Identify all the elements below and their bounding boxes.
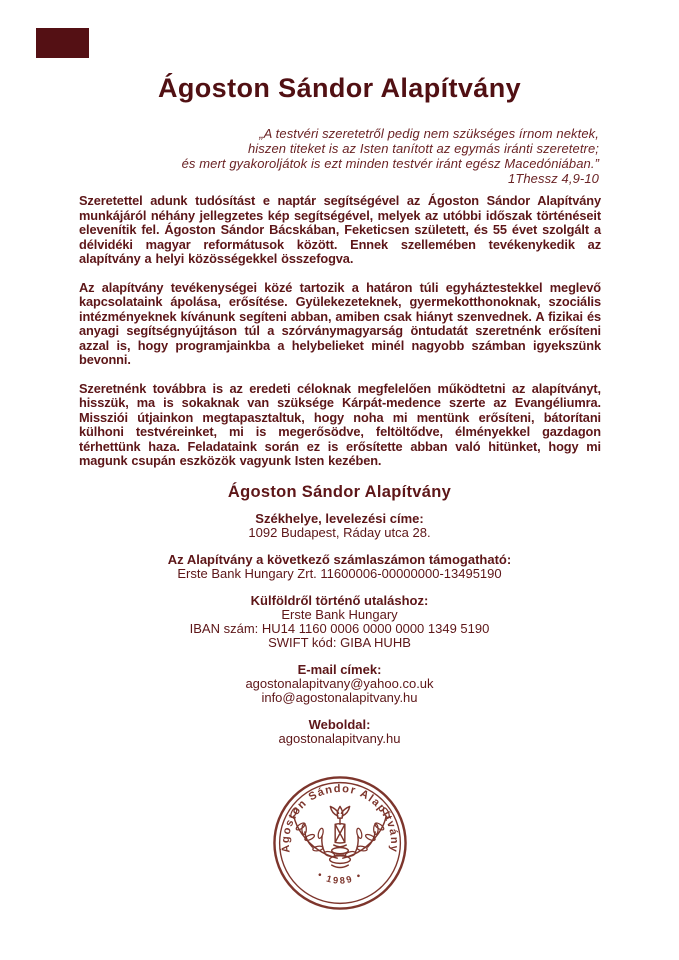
contact-line-email: agostonalapitvany@yahoo.co.uk	[245, 675, 434, 691]
contact-label: Weboldal:	[308, 716, 371, 732]
seal-ring-text: Ágoston Sándor Alapítvány	[279, 782, 400, 854]
contact-line-website: agostonalapitvany.hu	[278, 730, 401, 746]
body-paragraph: Szeretettel adunk tudósítást e naptár segítségével az Ágoston Sándor Alapítvány munkájáról néhány jellegzetes kép segítségével, melyek az utóbbi időszak történéseit elevenítik fel. Ágoston Sándor Bácskában, Feketicsen született, és 55 évet szolgált a délvidéki magyar reformátusok között. Ennek szellemében tevékenykedik az alapítvány a helyi közösségekkel összefogva.	[79, 193, 601, 266]
contact-label: Székhelye, levelezési címe:	[255, 510, 424, 526]
seal-tree-emblem	[293, 806, 385, 867]
body-paragraph: Szeretnénk továbbra is az eredeti céloknak megfelelően működtetni az alapítványt, hisszük, ma is sokaknak van szüksége Kárpát-medence szerte az Evangéliumra. Missziói útjainkon megtapasztaltuk, hogy noha mi mentünk erősíteni, bátorítani külhoni testvéreinket, mi is megerősödve, feltöltődve, élményekkel gazdagon térhettünk haza. Feladataink során ez is erősítette abban való hitünket, hogy mi magunk csupán eszközök vagyunk Isten kezében.	[79, 380, 601, 468]
corner-mark	[36, 28, 89, 58]
contact-line-email: info@agostonalapitvany.hu	[261, 689, 418, 705]
contact-line: Erste Bank Hungary	[281, 606, 398, 622]
contact-label: E-mail címek:	[297, 661, 382, 677]
body-text	[79, 194, 601, 469]
contact-block-address	[0, 512, 679, 540]
foundation-seal	[0, 774, 679, 912]
contact-section	[0, 483, 679, 746]
quote-line: „A testvéri szeretetről pedig nem szükséges írnom nektek,	[259, 126, 599, 141]
contact-line: 1092 Budapest, Ráday utca 28.	[248, 524, 431, 540]
seal-icon	[271, 774, 409, 912]
contact-label: Külföldről történő utaláshoz:	[250, 592, 429, 608]
quote-line: hiszen titeket is az Isten tanított az egymás iránti szeretetre;	[247, 141, 599, 156]
contact-line-iban: IBAN szám: HU14 1160 0006 0000 0000 1349 5190	[189, 620, 490, 636]
contact-block-bank-account	[0, 553, 679, 581]
seal-year-text: • 1989 •	[315, 869, 364, 886]
quote-reference: 1Thessz 4,9-10	[507, 171, 599, 186]
contact-block-website	[0, 718, 679, 746]
contact-line-swift: SWIFT kód: GIBA HUHB	[268, 634, 411, 650]
body-paragraph: Az alapítvány tevékenységei közé tartozik a határon túli egyháztestekkel meglevő kapcsolataink ápolása, erősítése. Gyülekezeteknek, gyermekotthonoknak, szociális intézményeknek kívánunk segíteni abban, amiben csak hiányt szenvednek. A fizikai és anyagi segítségnyújtáson túl a szórványmagyarság öntudatát szeretnénk erősíteni azzal is, hogy programjainkba a helybelieket minél nagyobb számban igyekszünk bevonni.	[79, 279, 601, 367]
page-title: Ágoston Sándor Alapítvány	[157, 73, 522, 103]
contact-block-international-transfer	[0, 594, 679, 650]
contact-block-email	[0, 663, 679, 705]
contact-label: Az Alapítvány a következő számlaszámon támogatható:	[167, 551, 512, 567]
scripture-quote	[0, 126, 679, 186]
contact-line: Erste Bank Hungary Zrt. 11600006-00000000-13495190	[177, 565, 502, 581]
quote-line: és mert gyakoroljátok is ezt minden testvér iránt egész Macedóniában.”	[181, 156, 599, 171]
contact-heading: Ágoston Sándor Alapítvány	[227, 482, 452, 501]
